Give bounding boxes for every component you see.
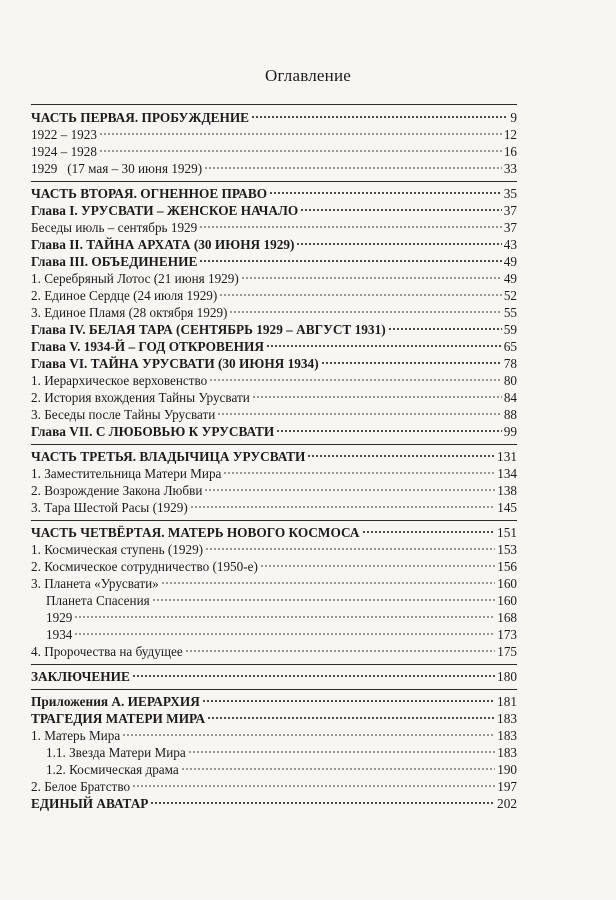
toc-entry <box>31 322 517 339</box>
toc-entry-page: 138 <box>497 483 517 498</box>
toc-entry-page: 168 <box>497 610 517 625</box>
toc-entry-page: 183 <box>497 728 517 743</box>
toc-entry-page: 37 <box>503 220 517 235</box>
divider <box>31 664 517 665</box>
toc-entry-title: 1. Заместительница Матери Мира <box>31 466 222 481</box>
toc-entry <box>31 203 517 220</box>
toc-entry <box>31 610 517 627</box>
leader-dots <box>204 166 502 170</box>
toc-entry <box>31 779 517 796</box>
toc-entry <box>31 745 517 762</box>
toc-entry-title: 2. Возрождение Закона Любви <box>31 483 203 498</box>
toc-entry-title: 2. Космическое сотрудничество (1950-е) <box>31 559 258 574</box>
toc-entry <box>31 424 517 441</box>
toc-entry-title: 1. Матерь Мира <box>31 728 121 743</box>
toc-entry <box>31 237 517 254</box>
toc-entry-title: ЧАСТЬ ПЕРВАЯ. ПРОБУЖДЕНИЕ <box>31 110 250 125</box>
toc-entry-page: 175 <box>497 644 517 659</box>
leader-dots <box>99 149 502 153</box>
toc-entry <box>31 127 517 144</box>
toc-entry-title: 1.1. Звезда Матери Мира <box>46 745 186 760</box>
toc-entry <box>31 466 517 483</box>
toc-entry-page: 52 <box>503 288 517 303</box>
toc-entry-title: 3. Беседы после Тайны Урусвати <box>31 407 216 422</box>
toc-entry-page: 43 <box>503 237 517 252</box>
toc-entry-title: 1. Иерархическое верховенство <box>31 373 208 388</box>
toc-entry-title: 2. Единое Сердце (24 июля 1929) <box>31 288 218 303</box>
toc-entry-page: 202 <box>497 796 517 811</box>
toc-entry-title: Планета Спасения <box>46 593 150 608</box>
toc-entry-page: 151 <box>497 525 517 540</box>
leader-dots <box>199 225 502 229</box>
leader-dots <box>188 750 496 754</box>
leader-dots <box>223 471 495 475</box>
toc-entry-title: Глава I. УРУСВАТИ – ЖЕНСКОЕ НАЧАЛО <box>31 203 299 218</box>
toc-entry <box>31 390 517 407</box>
toc-entry <box>31 161 517 178</box>
leader-dots <box>204 488 495 492</box>
toc-entry-page: 49 <box>503 271 517 286</box>
toc-entry <box>31 559 517 576</box>
toc-entry-title: 1929 (17 мая – 30 июня 1929) <box>31 161 203 176</box>
toc-entry-page: 160 <box>497 576 517 591</box>
toc-entry-page: 37 <box>503 203 517 218</box>
toc-entry <box>31 305 517 322</box>
toc-entry-title: 1. Серебряный Лотос (21 июня 1929) <box>31 271 239 286</box>
toc-entry-title: 4. Пророчества на будущее <box>31 644 183 659</box>
leader-dots <box>300 208 501 212</box>
toc-entry <box>31 339 517 356</box>
toc-entry <box>31 627 517 644</box>
toc-entry <box>31 220 517 237</box>
leader-dots <box>252 395 502 399</box>
toc-entry <box>31 711 517 728</box>
leader-dots <box>74 632 495 636</box>
toc-entry-title: 1924 – 1928 <box>31 144 97 159</box>
toc-entry-page: 78 <box>503 356 517 371</box>
toc-entry-title: 1. Космическая ступень (1929) <box>31 542 204 557</box>
leader-dots <box>217 412 501 416</box>
toc-entry-title: 1.2. Космическая драма <box>46 762 179 777</box>
leader-dots <box>132 674 495 678</box>
toc-entry-title: Глава V. 1934-Й – ГОД ОТКРОВЕНИЯ <box>31 339 264 354</box>
toc-entry-title: 3. Тара Шестой Расы (1929) <box>31 500 188 515</box>
toc-entry-page: 84 <box>503 390 517 405</box>
toc-entry-title: ТРАГЕДИЯ МАТЕРИ МИРА <box>31 711 206 726</box>
divider <box>31 444 517 445</box>
toc-entry <box>31 500 517 517</box>
toc-entry <box>31 186 517 203</box>
toc-entry-title: 3. Планета «Урусвати» <box>31 576 159 591</box>
toc-entry-page: 181 <box>497 694 517 709</box>
toc-entry-title: Глава VII. С ЛЮБОВЬЮ К УРУСВАТИ <box>31 424 275 439</box>
toc-entry-page: 16 <box>503 144 517 159</box>
leader-dots <box>74 615 495 619</box>
toc-entry-title: Глава VI. ТАЙНА УРУСВАТИ (30 ИЮНЯ 1934) <box>31 356 319 371</box>
toc-entry-title: 1934 <box>46 627 73 642</box>
leader-dots <box>266 344 502 348</box>
leader-dots <box>209 378 502 382</box>
toc-entry <box>31 449 517 466</box>
toc-entry <box>31 144 517 161</box>
toc-entry-title: ЧАСТЬ ВТОРАЯ. ОГНЕННОЕ ПРАВО <box>31 186 268 201</box>
leader-dots <box>219 293 502 297</box>
divider <box>31 689 517 690</box>
leader-dots <box>251 115 508 119</box>
toc-entry-page: 99 <box>503 424 517 439</box>
toc-entry <box>31 110 517 127</box>
toc-entry-page: 12 <box>503 127 517 142</box>
leader-dots <box>132 784 495 788</box>
toc-entry-page: 55 <box>503 305 517 320</box>
toc-entry <box>31 542 517 559</box>
toc-entry <box>31 254 517 271</box>
leader-dots <box>321 361 502 365</box>
toc-entry <box>31 796 517 813</box>
leader-dots <box>152 598 496 602</box>
toc-entry-page: 156 <box>497 559 517 574</box>
toc-entry <box>31 288 517 305</box>
toc-entry <box>31 644 517 661</box>
toc-entry <box>31 593 517 610</box>
leader-dots <box>185 649 495 653</box>
toc-entry-title: 3. Единое Пламя (28 октября 1929) <box>31 305 228 320</box>
leader-dots <box>181 767 495 771</box>
leader-dots <box>276 429 502 433</box>
leader-dots <box>99 132 502 136</box>
toc-entry-title: 2. Белое Братство <box>31 779 131 794</box>
toc-entry-title: ЧАСТЬ ТРЕТЬЯ. ВЛАДЫЧИЦА УРУСВАТИ <box>31 449 306 464</box>
leader-dots <box>388 327 502 331</box>
toc-entry-title: Глава III. ОБЪЕДИНЕНИЕ <box>31 254 198 269</box>
leader-dots <box>260 564 495 568</box>
toc-entry-page: 180 <box>497 669 517 684</box>
toc-entry-title: 1922 – 1923 <box>31 127 97 142</box>
toc-entry-page: 153 <box>497 542 517 557</box>
toc-entry-page: 65 <box>503 339 517 354</box>
toc-entry-page: 35 <box>503 186 517 201</box>
leader-dots <box>202 699 495 703</box>
toc-entry-page: 145 <box>497 500 517 515</box>
toc-entry <box>31 762 517 779</box>
leader-dots <box>150 801 495 805</box>
toc-entry <box>31 483 517 500</box>
toc-entry-page: 49 <box>503 254 517 269</box>
leader-dots <box>362 530 496 534</box>
leader-dots <box>307 454 495 458</box>
toc-entry-page: 59 <box>503 322 517 337</box>
toc-entry-page: 197 <box>497 779 517 794</box>
toc-entry <box>31 576 517 593</box>
divider <box>31 520 517 521</box>
toc-entry-title: ЧАСТЬ ЧЕТВЁРТАЯ. МАТЕРЬ НОВОГО КОСМОСА <box>31 525 360 540</box>
toc-entry <box>31 694 517 711</box>
divider <box>31 181 517 182</box>
toc-entry-title: Беседы июль – сентябрь 1929 <box>31 220 198 235</box>
leader-dots <box>199 259 501 263</box>
toc-entry-page: 80 <box>503 373 517 388</box>
leader-dots <box>296 242 501 246</box>
toc-entry <box>31 271 517 288</box>
table-of-contents <box>31 104 517 813</box>
divider <box>31 104 517 105</box>
toc-entry-title: ЕДИНЫЙ АВАТАР <box>31 796 149 811</box>
leader-dots <box>229 310 501 314</box>
leader-dots <box>122 733 495 737</box>
toc-entry-page: 190 <box>497 762 517 777</box>
toc-entry-page: 173 <box>497 627 517 642</box>
toc-entry-title: Глава IV. БЕЛАЯ ТАРА (СЕНТЯБРЬ 1929 – АВГУСТ 1931) <box>31 322 386 337</box>
toc-entry <box>31 728 517 745</box>
leader-dots <box>269 191 502 195</box>
toc-entry-page: 183 <box>497 745 517 760</box>
toc-entry-page: 33 <box>503 161 517 176</box>
page-title: Оглавление <box>265 66 351 85</box>
leader-dots <box>241 276 502 280</box>
leader-dots <box>205 547 495 551</box>
toc-entry-title: 1929 <box>46 610 73 625</box>
toc-entry-page: 131 <box>497 449 517 464</box>
leader-dots <box>161 581 495 585</box>
toc-entry-page: 160 <box>497 593 517 608</box>
toc-entry <box>31 407 517 424</box>
toc-entry-page: 9 <box>510 110 517 125</box>
toc-entry-page: 183 <box>497 711 517 726</box>
toc-entry <box>31 525 517 542</box>
toc-entry <box>31 373 517 390</box>
toc-entry <box>31 356 517 373</box>
leader-dots <box>190 505 495 509</box>
toc-entry-page: 134 <box>497 466 517 481</box>
toc-entry-title: ЗАКЛЮЧЕНИЕ <box>31 669 130 684</box>
toc-entry-page: 88 <box>503 407 517 422</box>
toc-entry-title: Приложения А. ИЕРАРХИЯ <box>31 694 200 709</box>
toc-entry-title: 2. История вхождения Тайны Урусвати <box>31 390 250 405</box>
toc-entry-title: Глава II. ТАЙНА АРХАТА (30 ИЮНЯ 1929) <box>31 237 295 252</box>
toc-entry <box>31 669 517 686</box>
leader-dots <box>207 716 495 720</box>
